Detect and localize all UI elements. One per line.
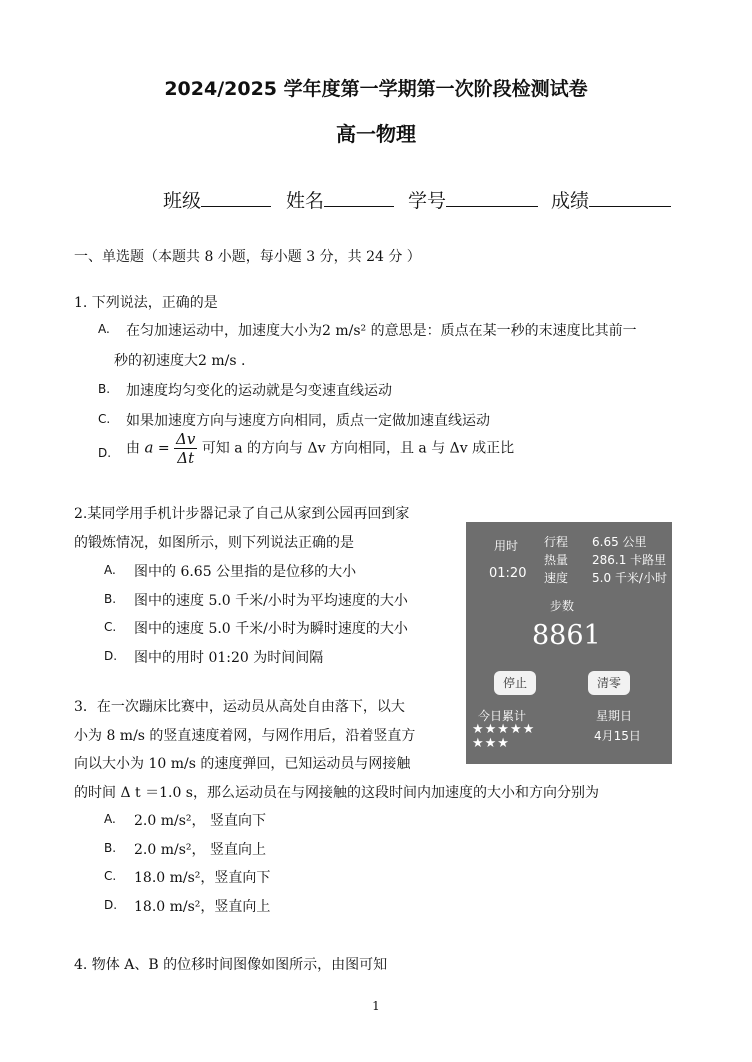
score-blank xyxy=(589,188,671,207)
name-blank xyxy=(324,188,394,207)
q3-option-a-text: 2.0 m/s²， 竖直向下 xyxy=(134,813,266,829)
q1-option-c-text: 如果加速度方向与速度方向相同，质点一定做加速直线运动 xyxy=(126,413,490,429)
pedo-weekday: 星期日 xyxy=(596,709,633,723)
q1-option-a-label: A. xyxy=(98,322,110,336)
q2-option-c-label: C. xyxy=(104,620,117,634)
q3-option-c-text: 18.0 m/s²，竖直向下 xyxy=(134,870,271,886)
pedo-steps-label: 步数 xyxy=(550,599,575,613)
q1-d-denominator: Δt xyxy=(177,449,195,467)
q3-stem-line2: 小为 8 m/s 的竖直速度着网，与网作用后，沿着竖直方 xyxy=(74,728,416,744)
pedo-time-value: 01:20 xyxy=(489,566,527,581)
pedo-heat-value: 286.1 卡路里 xyxy=(592,553,667,567)
pedo-distance-label: 行程 xyxy=(544,535,569,549)
class-blank xyxy=(201,188,271,207)
q3-option-b-label: B. xyxy=(104,841,117,855)
pedo-heat-label: 热量 xyxy=(544,553,569,567)
score-label: 成绩 xyxy=(551,190,590,212)
pedo-date: 4月15日 xyxy=(594,729,641,743)
q4-stem: 4. 物体 A、B 的位移时间图像如图所示，由图可知 xyxy=(74,957,388,973)
q3-stem-line3: 向以大小为 10 m/s 的速度弹回，已知运动员与网接触 xyxy=(74,756,411,772)
name-field xyxy=(286,186,394,213)
q2-option-b-label: B. xyxy=(104,592,117,606)
q3-stem-line1: 3．在一次蹦床比赛中，运动员从高处自由落下，以大 xyxy=(74,699,405,715)
pedo-distance-value: 6.65 公里 xyxy=(592,535,647,549)
class-field xyxy=(163,186,271,213)
q1-d-rest: 可知 a 的方向与 Δv 方向相同，且 a 与 Δv 成正比 xyxy=(201,440,515,457)
section-heading: 一、单选题（本题共 8 小题，每小题 3 分，共 24 分 ） xyxy=(74,249,421,265)
pedo-stars-row2: ★★★ xyxy=(472,736,510,751)
q1-option-b-text: 加速度均匀变化的运动就是匀变速直线运动 xyxy=(126,383,392,399)
pedo-speed-value: 5.0 千米/小时 xyxy=(592,571,667,585)
class-label: 班级 xyxy=(163,190,202,212)
exam-title: 2024/2025 学年度第一学期第一次阶段检测试卷 xyxy=(164,78,588,100)
pedo-speed-label: 速度 xyxy=(544,571,569,585)
q2-option-d-label: D. xyxy=(104,649,118,663)
q2-stem-line2: 的锻炼情况，如图所示，则下列说法正确的是 xyxy=(74,535,354,551)
pedo-steps-value: 8861 xyxy=(532,620,601,651)
q1-d-fraction xyxy=(174,430,197,467)
name-label: 姓名 xyxy=(286,190,325,212)
student-id-label: 学号 xyxy=(408,190,447,212)
q1-d-numerator: Δv xyxy=(176,430,196,448)
q2-stem-line1: 2.某同学用手机计步器记录了自己从家到公园再回到家 xyxy=(74,506,410,522)
q1-d-equals: = xyxy=(157,440,170,457)
pedo-today-label: 今日累计 xyxy=(478,709,527,723)
q1-option-b-label: B. xyxy=(98,382,111,396)
q3-option-d-text: 18.0 m/s²，竖直向上 xyxy=(134,899,271,915)
q2-option-c-text: 图中的速度 5.0 千米/小时为瞬时速度的大小 xyxy=(134,621,408,637)
q2-option-a-label: A. xyxy=(104,563,116,577)
q1-option-d-formula xyxy=(126,430,514,467)
pedo-stop-button[interactable]: 停止 xyxy=(494,671,536,695)
page-number: 1 xyxy=(372,999,380,1013)
pedo-clear-button[interactable]: 清零 xyxy=(588,671,630,695)
q3-option-d-label: D. xyxy=(104,898,118,912)
student-id-field xyxy=(408,186,538,213)
q1-option-a-line2: 秒的初速度大2 m/s . xyxy=(114,353,246,369)
q3-option-c-label: C. xyxy=(104,869,117,883)
q3-stem-line4: 的时间 Δ t ＝1.0 s，那么运动员在与网接触的这段时间内加速度的大小和方向分别为 xyxy=(74,785,599,801)
q1-option-d-label: D. xyxy=(98,446,112,460)
q1-d-prefix: 由 xyxy=(126,440,140,457)
q1-option-a-line1: 在匀加速运动中，加速度大小为2 m/s² 的意思是：质点在某一秒的末速度比其前一 xyxy=(126,323,637,339)
student-id-blank xyxy=(446,188,538,207)
q1-stem: 1. 下列说法，正确的是 xyxy=(74,295,218,311)
pedo-stars-row1: ★★★★★ xyxy=(472,722,536,737)
q2-option-b-text: 图中的速度 5.0 千米/小时为平均速度的大小 xyxy=(134,593,408,609)
pedometer-figure xyxy=(466,522,672,764)
q3-option-a-label: A. xyxy=(104,812,116,826)
exam-subject: 高一物理 xyxy=(336,122,416,146)
q3-option-b-text: 2.0 m/s²， 竖直向上 xyxy=(134,842,266,858)
q2-option-a-text: 图中的 6.65 公里指的是位移的大小 xyxy=(134,564,357,580)
pedo-time-label: 用时 xyxy=(494,539,519,553)
q1-d-symbol-a: a xyxy=(144,438,154,457)
q1-option-c-label: C. xyxy=(98,412,111,426)
score-field xyxy=(551,186,671,213)
q2-option-d-text: 图中的用时 01:20 为时间间隔 xyxy=(134,650,324,666)
